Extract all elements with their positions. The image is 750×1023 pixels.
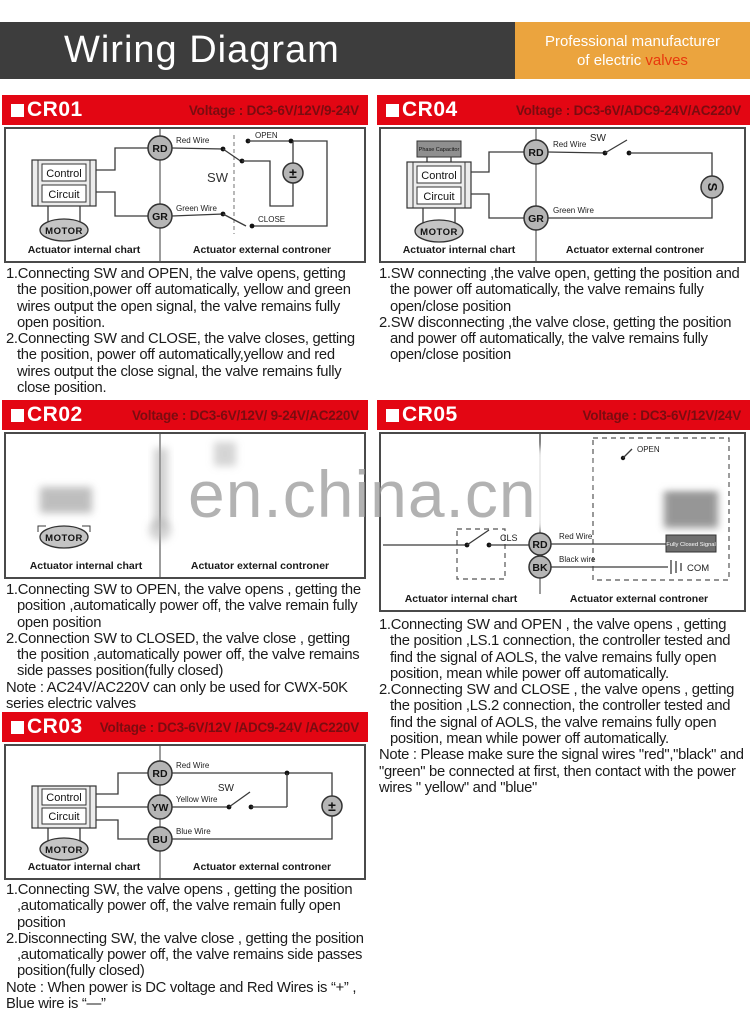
bu-terminal xyxy=(148,827,172,851)
wiring-diagram-cr04 xyxy=(379,127,746,263)
watermark: en.china.cn xyxy=(188,457,537,531)
com-label: COM xyxy=(687,563,710,574)
rd-terminal xyxy=(148,136,172,160)
note-item: 2.Connecting SW and CLOSE , the valve opens , getting the position ,LS.2 connection, the controller tested and find the signal of AOLS, the valve remains fully open position, mean while power off automatically. xyxy=(379,682,735,748)
green-wire-label: Green Wire xyxy=(176,204,217,213)
red-wire-label: Red Wire xyxy=(176,761,210,770)
bk-terminal xyxy=(529,556,551,578)
sw-label: SW xyxy=(589,133,606,144)
voltage-label-cr01: Voltage : DC3-6V/12V/9-24V xyxy=(188,102,359,118)
external-controller-label: Actuator external controner xyxy=(190,560,330,572)
svg-text:Control: Control xyxy=(421,170,457,182)
bullet-square-icon xyxy=(11,409,24,422)
note-item: 1.Connecting SW and OPEN, the valve opens, getting the position,power off automatically, yellow and green wires output the open signal, the valve remains fully open position. xyxy=(6,266,351,331)
external-controller-label: Actuator external controner xyxy=(565,244,705,256)
battery-icon xyxy=(322,796,342,816)
svg-text:MOTOR: MOTOR xyxy=(45,533,83,544)
model-label-cr05: CR05 xyxy=(402,403,458,426)
motor xyxy=(40,838,88,860)
note-footer: Note : When power is DC voltage and Red Wires is “+” , Blue wire is “—” xyxy=(6,979,357,1013)
motor xyxy=(40,219,88,241)
model-label-cr01: CR01 xyxy=(27,98,83,121)
internal-chart-label: Actuator internal chart xyxy=(404,593,518,605)
external-controller-label: Actuator external controner xyxy=(569,593,709,605)
internal-switch-dashed-box xyxy=(457,529,505,579)
wiring-diagram-cr01 xyxy=(4,127,366,263)
rd-terminal xyxy=(524,140,548,164)
svg-text:GR: GR xyxy=(152,211,168,223)
external-controller-label: Actuator external controner xyxy=(192,244,332,256)
note-item: 1.Connecting SW, the valve opens , getting the position ,automatically power off, the valve remain fully open position xyxy=(6,882,353,931)
svg-text:±: ± xyxy=(289,165,297,181)
cr03-svg xyxy=(6,746,364,878)
svg-text:MOTOR: MOTOR xyxy=(420,227,458,238)
red-wire-label: Red Wire xyxy=(559,532,593,541)
yellow-wire-label: Yellow Wire xyxy=(176,795,218,804)
svg-text:BU: BU xyxy=(152,834,168,846)
green-wire-label: Green Wire xyxy=(553,206,594,215)
fully-closed-signal-box xyxy=(666,535,716,552)
ground-icon xyxy=(671,560,681,574)
red-wire-label: Red Wire xyxy=(176,136,210,145)
white-blur-patch xyxy=(597,458,723,488)
blurred-control-box-ghost xyxy=(40,487,92,513)
white-blur-patch xyxy=(6,464,14,539)
note-item: 1.Connecting SW and OPEN , the valve opens , getting the position ,LS.1 connection, the controller tested and find the signal of AOLS, the valve remains fully open position, mean while power off automatically. xyxy=(379,617,731,682)
rd-terminal xyxy=(529,533,551,555)
svg-text:RD: RD xyxy=(528,147,544,159)
blurred-terminal-column-ghost xyxy=(154,448,168,528)
svg-text:±: ± xyxy=(328,798,336,814)
blurred-terminal-ghost xyxy=(149,519,171,541)
note-item: 2.SW disconnecting ,the valve close, getting the position and power off automatically, the valve remains fully open/close position xyxy=(379,314,732,364)
power-source-icon xyxy=(701,176,723,198)
internal-chart-label: Actuator internal chart xyxy=(27,244,141,256)
svg-text:BK: BK xyxy=(532,562,548,574)
cr01-svg xyxy=(6,129,364,261)
svg-text:Control: Control xyxy=(46,792,82,804)
voltage-label-cr02: Voltage : DC3-6V/12V/ 9-24V/AC220V xyxy=(131,407,359,423)
note-item: 2.Disconnecting SW, the valve close , getting the position ,automatically power off, the valve remains side passes position(fully closed) xyxy=(6,930,364,980)
svg-text:Circuit: Circuit xyxy=(48,811,80,823)
notes-cr01 xyxy=(6,266,366,396)
motor xyxy=(415,220,463,242)
note-item: 2.Connecting SW and CLOSE, the valve closes, getting the position, power off automatically,yellow and red wires output the close signal, the valve remains fully close position. xyxy=(6,331,355,397)
note-footer: Note : Please make sure the signal wires "red","black" and "green" be connected at first, then contact with the power wires " yellow" and "blue" xyxy=(379,747,744,796)
voltage-label-cr05: Voltage : DC3-6V/12V/24V xyxy=(582,407,741,423)
internal-chart-label: Actuator internal chart xyxy=(29,560,143,572)
badge-line1: Professional manufacturer xyxy=(544,32,721,50)
svg-text:Circuit: Circuit xyxy=(423,191,455,203)
svg-text:YW: YW xyxy=(151,802,169,814)
svg-text:S: S xyxy=(705,182,720,192)
svg-text:MOTOR: MOTOR xyxy=(45,845,83,856)
notes-cr04 xyxy=(379,266,748,364)
close-label: CLOSE xyxy=(258,215,286,224)
open-label: OPEN xyxy=(255,131,278,140)
notes-cr05 xyxy=(379,617,748,796)
sw-label: SW xyxy=(207,170,228,185)
red-wire-label: Red Wire xyxy=(553,140,587,149)
svg-text:MOTOR: MOTOR xyxy=(45,226,83,237)
svg-text:RD: RD xyxy=(152,768,168,780)
model-label-cr03: CR03 xyxy=(27,715,83,738)
svg-text:Control: Control xyxy=(46,168,82,180)
page-header xyxy=(0,22,515,79)
motor xyxy=(38,526,90,548)
sw-label: SW xyxy=(217,783,234,794)
section-header-cr01 xyxy=(2,95,368,125)
bullet-square-icon xyxy=(11,104,24,117)
model-label-cr02: CR02 xyxy=(27,403,83,426)
voltage-label-cr03: Voltage : DC3-6V/12V /ADC9-24V /AC220V xyxy=(99,719,359,735)
external-controller-label: Actuator external controner xyxy=(192,861,332,873)
black-wire-label: Black wire xyxy=(559,555,596,564)
blurred-signal-box-ghost xyxy=(664,490,718,528)
bullet-square-icon xyxy=(11,721,24,734)
note-footer: Note : AC24V/AC220V can only be used for CWX-50K series electric valves xyxy=(6,679,348,713)
wiring-diagram-cr03 xyxy=(4,744,366,880)
badge-highlight: valves xyxy=(645,51,688,69)
section-header-cr03 xyxy=(2,712,368,742)
bullet-square-icon xyxy=(386,409,399,422)
svg-text:RD: RD xyxy=(532,539,548,551)
notes-cr02 xyxy=(6,582,366,712)
control-circuit-box xyxy=(32,160,96,206)
cr04-svg xyxy=(381,129,744,261)
note-item: 1.Connecting SW to OPEN, the valve opens , getting the position ,automatically power off, the valve remain fully open position xyxy=(6,582,361,631)
svg-text:GR: GR xyxy=(528,213,544,225)
svg-text:Phase Capacitor: Phase Capacitor xyxy=(418,147,460,153)
voltage-label-cr04: Voltage : DC3-6V/ADC9-24V/AC220V xyxy=(515,102,741,118)
svg-text:Fully Closed Signal: Fully Closed Signal xyxy=(666,542,716,548)
svg-text:Circuit: Circuit xyxy=(48,189,80,201)
internal-chart-label: Actuator internal chart xyxy=(402,244,516,256)
bullet-square-icon xyxy=(386,104,399,117)
gr-terminal xyxy=(148,204,172,228)
section-header-cr02 xyxy=(2,400,368,430)
battery-icon xyxy=(283,163,303,183)
internal-chart-label: Actuator internal chart xyxy=(27,861,141,873)
control-circuit-box xyxy=(32,786,96,828)
blue-wire-label: Blue Wire xyxy=(176,827,211,836)
capacitor-box xyxy=(417,141,461,162)
notes-cr03 xyxy=(6,882,366,1012)
section-header-cr04 xyxy=(377,95,750,125)
switch-icon-lower xyxy=(172,212,246,226)
rd-terminal xyxy=(148,761,172,785)
cls-label: CLS xyxy=(500,533,518,543)
page-title: Wiring Diagram xyxy=(64,29,340,71)
control-circuit-box xyxy=(407,162,471,208)
note-item: 2.Connection SW to CLOSED, the valve close , getting the position ,automatically power off, the valve remains side passes position(fully closed) xyxy=(6,630,360,680)
manufacturer-badge xyxy=(515,22,750,79)
badge-line2: of electric valves xyxy=(577,51,688,69)
model-label-cr04: CR04 xyxy=(402,98,458,121)
note-item: 1.SW connecting ,the valve open, getting the position and the power off automatically, the valve remains fully open/close position xyxy=(379,266,740,315)
open-label: OPEN xyxy=(637,445,660,454)
yw-terminal xyxy=(148,795,172,819)
section-header-cr05 xyxy=(377,400,750,430)
gr-terminal xyxy=(524,206,548,230)
svg-text:RD: RD xyxy=(152,143,168,155)
